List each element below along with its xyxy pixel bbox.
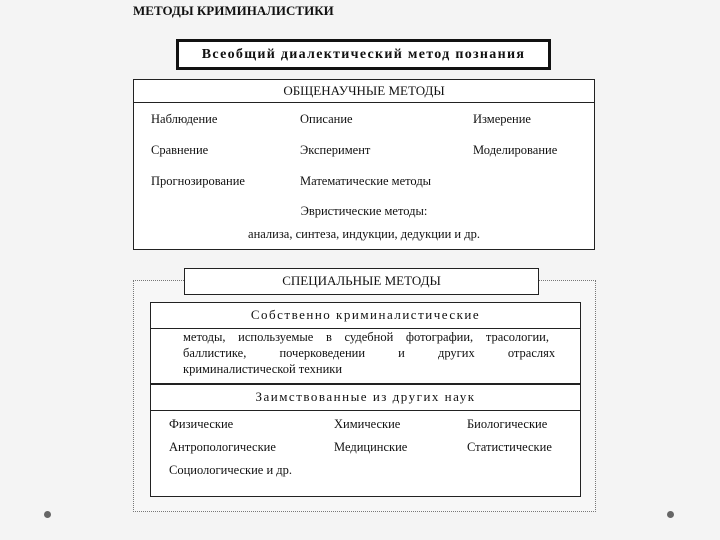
method-item: Сравнение bbox=[151, 143, 209, 157]
own-methods-text: криминалистической техники bbox=[183, 362, 343, 376]
method-item: Прогнозирование bbox=[151, 174, 245, 188]
universal-method-box: Всеобщий диалектический метод познания bbox=[176, 39, 551, 70]
general-methods-header: ОБЩЕНАУЧНЫЕ МЕТОДЫ bbox=[134, 80, 594, 103]
method-item: Медицинские bbox=[334, 440, 408, 454]
bullet-ornament-left bbox=[44, 511, 51, 518]
own-methods-box bbox=[150, 302, 581, 384]
method-item: Статистические bbox=[467, 440, 552, 454]
special-methods-header: СПЕЦИАЛЬНЫЕ МЕТОДЫ bbox=[184, 268, 539, 295]
general-methods-box bbox=[133, 79, 595, 250]
page-title: МЕТОДЫ КРИМИНАЛИСТИКИ bbox=[133, 3, 334, 18]
method-item: Социологические и др. bbox=[169, 463, 293, 477]
method-item: Химические bbox=[334, 417, 401, 431]
method-item: Физические bbox=[169, 417, 234, 431]
method-item: Биологические bbox=[467, 417, 548, 431]
method-item: Математические методы bbox=[300, 174, 432, 188]
own-methods-text: методы, используемые в судебной фотографии, трасологии, bbox=[183, 330, 549, 344]
method-item: Наблюдение bbox=[151, 112, 218, 126]
heuristic-methods: Эвристические методы: bbox=[300, 204, 428, 218]
method-item: Моделирование bbox=[473, 143, 558, 157]
bullet-ornament-right bbox=[667, 511, 674, 518]
method-item: Антропологические bbox=[169, 440, 276, 454]
method-item: Эксперимент bbox=[300, 143, 371, 157]
borrowed-methods-box bbox=[150, 384, 581, 497]
own-methods-header: Собственно криминалистические bbox=[151, 303, 580, 329]
method-item: Измерение bbox=[473, 112, 531, 126]
own-methods-text: баллистике, почерковедении и других отраслях bbox=[183, 346, 556, 360]
heuristic-detail: анализа, синтеза, индукции, дедукции и др. bbox=[248, 227, 480, 241]
borrowed-methods-header: Заимствованные из других наук bbox=[151, 385, 580, 411]
method-item: Описание bbox=[300, 112, 353, 126]
